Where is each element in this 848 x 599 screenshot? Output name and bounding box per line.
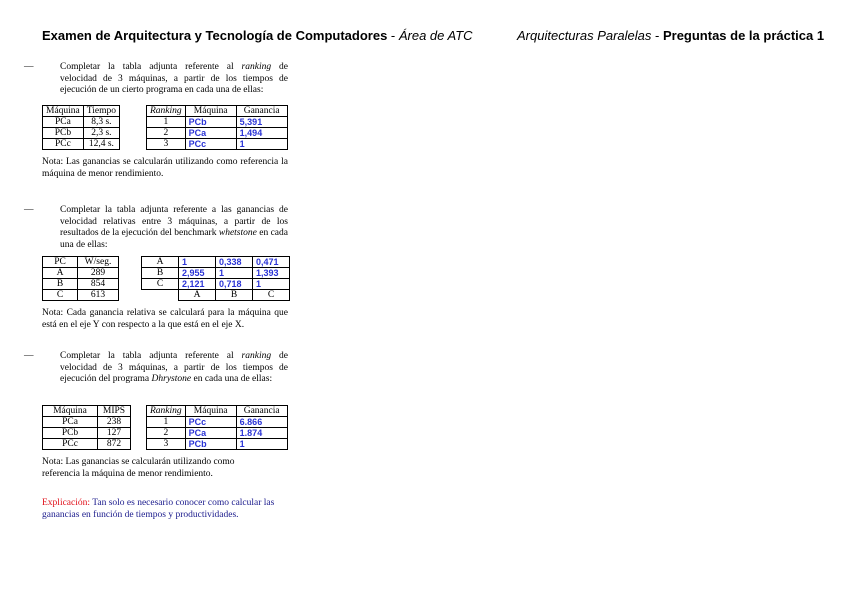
q3-ranking-table [146,405,288,450]
table-row [142,290,290,301]
cell: 289 [78,268,119,279]
q2-whetstone-table [42,256,119,301]
col-header: Tiempo [83,106,119,117]
q3-mips-table [42,405,131,450]
cell: PCc [43,439,98,450]
q2-note: Nota: Cada ganancia relativa se calculará para la máquina que está en el eje Y con respecto a la que está en el eje X. [42,308,288,330]
header-left [42,28,473,43]
cell: PCa [43,117,84,128]
col-header: Ranking [147,406,186,417]
table-row [142,268,290,279]
cell: 613 [78,290,119,301]
row-header: C [142,279,179,290]
section-title: Preguntas de la práctica 1 [662,28,825,43]
question-2-text [24,205,288,251]
col-header: Máquina [43,106,84,117]
row-header: A [142,257,179,268]
q2-text-b: en cada una de ellas: [60,228,288,250]
answer-cell: 1 [236,139,287,150]
cell: 854 [78,279,119,290]
cell: PCb [43,428,98,439]
q1-text-b: de velocidad de 3 máquinas, a partir de los tiempos de ejecución de un cierto programa en cada una de ellas: [60,62,289,95]
answer-cell: PCc [185,139,236,150]
cell: A [43,268,78,279]
table-row [43,290,119,301]
q3-text-b: de velocidad de 3 máquinas, a partir de los tiempos de ejecución del programa [60,351,289,384]
table-row [43,128,120,139]
q1-text-a: Completar la tabla adjunta referente al [60,62,242,72]
table-row [43,117,120,128]
cell: 2 [147,128,186,139]
area-label: Área de ATC [398,28,473,43]
answer-cell: 1,494 [236,128,287,139]
cell: 2 [147,428,186,439]
answer-cell: 1 [216,268,253,279]
col-header: Ganancia [236,406,287,417]
col-header: W/seg. [78,257,119,268]
table-row [43,268,119,279]
answer-cell: 2,121 [179,279,216,290]
explanation [42,498,288,521]
answer-cell: 0,338 [216,257,253,268]
col-header: Máquina [185,406,236,417]
table-row [142,257,290,268]
dash: — [24,351,34,361]
answer-cell: PCa [185,128,236,139]
answer-cell: 1 [253,279,290,290]
q3-text-c: en cada una de ellas: [191,374,273,384]
table-row [43,417,131,428]
table-row [147,128,288,139]
cell: 12,4 s. [83,139,119,150]
table-row [43,279,119,290]
exam-title: Examen de Arquitectura y Tecnología de Computadores [42,28,388,43]
q1-times-table [42,105,120,150]
table-row [43,139,120,150]
cell: 872 [98,439,131,450]
answer-cell: 6.866 [236,417,287,428]
question-1-text [24,62,289,97]
q1-text-italic: ranking [241,62,272,72]
col-header: Máquina [185,106,236,117]
answer-cell: 5,391 [236,117,287,128]
col-header: C [253,290,290,301]
cell: C [43,290,78,301]
col-header: Ganancia [236,106,287,117]
table-row [147,428,288,439]
row-header: B [142,268,179,279]
cell: PCa [43,417,98,428]
table-row [142,279,290,290]
table-row [43,428,131,439]
q2-gain-matrix [141,256,290,301]
table-row [43,439,131,450]
cell: PCc [43,139,84,150]
cell: 3 [147,139,186,150]
explanation-label: Explicación: [42,498,91,508]
question-3-text [24,351,289,386]
answer-cell: 0,718 [216,279,253,290]
q3-text-italic2: Dhrystone [151,374,192,384]
q2-text-a: Completar la tabla adjunta referente a las ganancias de velocidad relativas entre 3 máquinas, a partir de los resultados de la ejecución del benchmark [60,205,288,238]
table-row [147,417,288,428]
cell: 3 [147,439,186,450]
q3-text-italic: ranking [241,351,272,361]
col-header: B [216,290,253,301]
q1-ranking-table [146,105,288,150]
table-row [147,439,288,450]
col-header: MIPS [98,406,131,417]
header-separator: - [651,28,663,43]
answer-cell: PCa [185,428,236,439]
answer-cell: 2,955 [179,268,216,279]
cell: 127 [98,428,131,439]
table-row [147,117,288,128]
subject-label: Arquitecturas Paralelas [517,28,652,43]
explanation-text: Tan solo es necesario conocer como calcular las ganancias en función de tiempos y productividades. [42,498,275,520]
col-header: Máquina [43,406,98,417]
q2-text-italic: whetstone [218,228,257,238]
q3-text-a: Completar la tabla adjunta referente al [60,351,242,361]
cell: PCb [43,128,84,139]
q3-note: Nota: Las ganancias se calcularán utilizando como referencia la máquina de menor rendimiento. [42,457,235,479]
header-right [517,28,824,43]
answer-cell: 1,393 [253,268,290,279]
cell: 2,3 s. [83,128,119,139]
cell: 1 [147,117,186,128]
col-header: Ranking [147,106,186,117]
cell: 8,3 s. [83,117,119,128]
answer-cell: 1 [179,257,216,268]
answer-cell: 0,471 [253,257,290,268]
col-header: A [179,290,216,301]
answer-cell: 1 [236,439,287,450]
answer-cell: PCb [185,117,236,128]
answer-cell: 1.874 [236,428,287,439]
answer-cell: PCb [185,439,236,450]
cell: 1 [147,417,186,428]
header-separator: - [387,28,399,43]
cell: 238 [98,417,131,428]
answer-cell: PCc [185,417,236,428]
dash: — [24,62,34,72]
q1-note: Nota: Las ganancias se calcularán utilizando como referencia la máquina de menor rendimiento. [42,157,288,179]
table-row [147,139,288,150]
empty-cell [142,290,179,301]
col-header: PC [43,257,78,268]
dash: — [24,205,34,215]
cell: B [43,279,78,290]
